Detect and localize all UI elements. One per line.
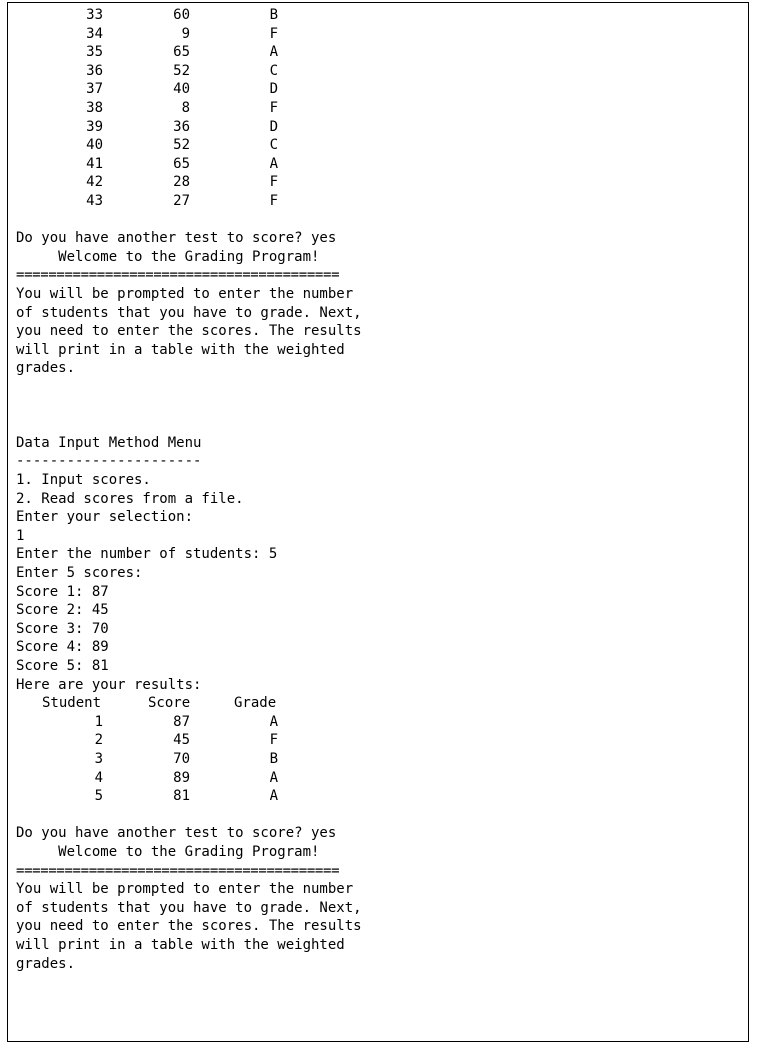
num-students-prompt: Enter the number of students: 5 (16, 546, 278, 563)
student-number: 41 (86, 155, 103, 172)
student-number: 1 (94, 713, 103, 730)
score-value: 8 (181, 100, 190, 116)
intro-text-line: you need to enter the scores. The results (16, 918, 362, 935)
intro-text-line: of students that you have to grade. Next, (16, 304, 362, 321)
intro-text-line: of students that you have to grade. Next, (16, 899, 362, 916)
student-number: 36 (86, 62, 103, 79)
student-number: 4 (94, 769, 103, 786)
grade-value: F (269, 174, 278, 191)
score-input-line: Score 1: 87 (16, 583, 109, 600)
score-column-header: Score (148, 695, 191, 712)
grade-value: F (269, 25, 278, 42)
console-output (7, 2, 749, 1042)
student-number: 38 (86, 100, 103, 116)
menu-title: Data Input Method Menu (16, 434, 202, 451)
intro-text-line: grades. (16, 360, 76, 377)
student-number: 39 (86, 118, 103, 135)
score-value: 65 (173, 44, 190, 61)
grade-value: D (269, 118, 278, 135)
student-number: 2 (94, 732, 103, 749)
intro-text-line: grades. (16, 955, 76, 972)
grade-value: F (269, 193, 278, 209)
menu-option-read-file: 2. Read scores from a file. (16, 490, 244, 507)
enter-scores-prompt: Enter 5 scores: (16, 565, 143, 581)
intro-text-line: you need to enter the scores. The results (16, 323, 362, 340)
score-value: 9 (181, 25, 190, 42)
student-number: 5 (94, 788, 103, 805)
grade-value: D (269, 81, 278, 98)
selection-input: 1 (16, 527, 25, 544)
score-value: 65 (173, 155, 190, 172)
student-number: 37 (86, 81, 103, 98)
grade-value: A (269, 155, 278, 172)
score-value: 89 (173, 769, 190, 786)
intro-text-line: will print in a table with the weighted (16, 341, 345, 358)
score-input-line: Score 2: 45 (16, 602, 109, 619)
student-number: 34 (86, 25, 103, 42)
student-number: 40 (86, 137, 103, 154)
student-number: 42 (86, 174, 103, 191)
score-value: 28 (173, 174, 190, 191)
score-value: 45 (173, 732, 190, 749)
score-value: 52 (173, 137, 190, 154)
score-input-line: Score 5: 81 (16, 658, 109, 674)
grade-value: F (269, 732, 278, 749)
welcome-heading: Welcome to the Grading Program! (16, 248, 320, 265)
student-number: 3 (94, 751, 103, 767)
intro-text-line: You will be prompted to enter the number (16, 881, 354, 898)
menu-option-input-scores: 1. Input scores. (16, 472, 151, 488)
score-value: 36 (173, 118, 190, 135)
grade-value: B (269, 7, 278, 23)
selection-prompt: Enter your selection: (16, 509, 194, 526)
score-value: 81 (173, 788, 190, 805)
score-value: 87 (173, 713, 190, 730)
divider-line: ======================================== (16, 862, 340, 879)
score-value: 60 (173, 7, 190, 23)
another-test-prompt: Do you have another test to score? yes (16, 230, 337, 247)
menu-underline: ---------------------- (16, 453, 202, 470)
grade-value: C (269, 62, 278, 79)
grade-value: A (269, 788, 278, 805)
score-input-line: Score 3: 70 (16, 620, 109, 637)
another-test-prompt: Do you have another test to score? yes (16, 825, 337, 842)
divider-line: ======================================== (16, 267, 340, 284)
score-value: 40 (173, 81, 190, 98)
grade-value: B (269, 751, 278, 767)
intro-text-line: will print in a table with the weighted (16, 937, 345, 953)
grade-value: F (269, 100, 278, 116)
score-value: 27 (173, 193, 190, 209)
grade-value: A (269, 44, 278, 61)
grade-value: A (269, 713, 278, 730)
score-input-line: Score 4: 89 (16, 639, 109, 656)
welcome-heading: Welcome to the Grading Program! (16, 844, 320, 860)
grade-column-header: Grade (234, 695, 277, 712)
score-value: 52 (173, 62, 190, 79)
student-number: 33 (86, 7, 103, 23)
intro-text-line: You will be prompted to enter the number (16, 286, 354, 302)
student-column-header: Student (42, 695, 102, 712)
results-label: Here are your results: (16, 676, 202, 693)
grade-value: A (269, 769, 278, 786)
student-number: 35 (86, 44, 103, 61)
grade-value: C (269, 137, 278, 154)
student-number: 43 (86, 193, 103, 209)
score-value: 70 (173, 751, 190, 767)
